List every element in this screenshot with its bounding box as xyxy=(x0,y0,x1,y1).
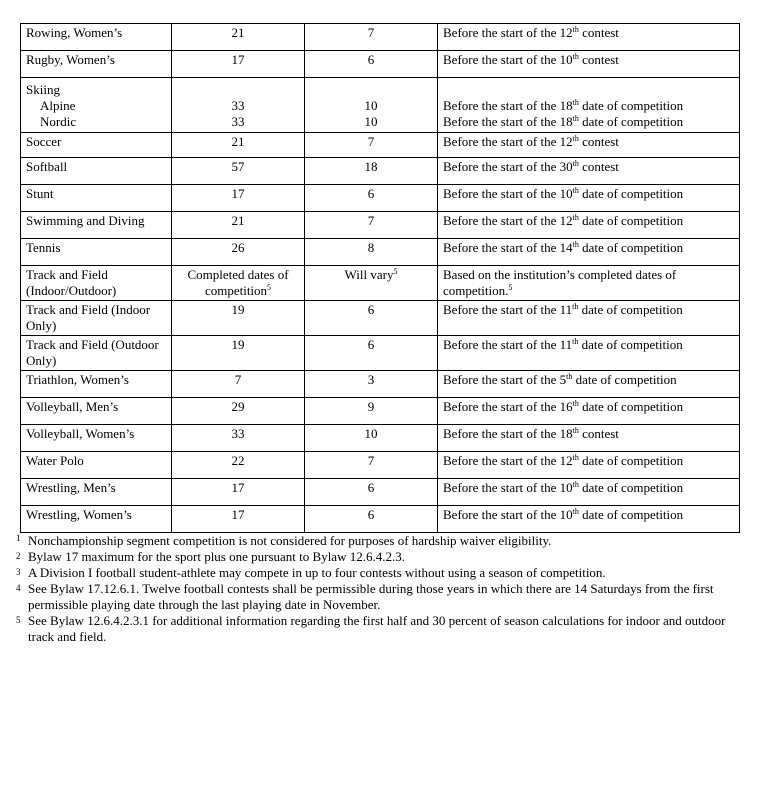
max-contests-cell: 21 xyxy=(172,212,305,239)
table-row xyxy=(21,506,740,533)
max-contests-cell: 17 xyxy=(172,185,305,212)
footnote: 1 Nonchampionship segment competition is not considered for purposes of hardship waiver eligibility. xyxy=(16,533,552,548)
threshold-cell: 18 xyxy=(305,158,438,185)
max-contests-cell: Completed dates of competition$^5$ xyxy=(172,266,305,301)
max-contests-cell: 29 xyxy=(172,398,305,425)
sport-cell: Wrestling, Men’s xyxy=(21,479,172,506)
timing-cell: Before the start of the 10th date of competition xyxy=(438,506,740,533)
sport-cell: Rowing, Women’s xyxy=(21,24,172,51)
max-contests-cell: 33 xyxy=(172,425,305,452)
timing-cell: Before the start of the 12th contest xyxy=(438,24,740,51)
threshold-cell: 7 xyxy=(305,24,438,51)
max-contests-cell: 19 xyxy=(172,301,305,336)
threshold-cell: 6 xyxy=(305,185,438,212)
threshold-cell: 6 xyxy=(305,506,438,533)
threshold-cell: 10 10 xyxy=(305,78,438,133)
threshold-cell: 7 xyxy=(305,212,438,239)
table-row xyxy=(21,51,740,78)
threshold-cell: Will vary$^5$ xyxy=(305,266,438,301)
threshold-cell: 10 xyxy=(305,425,438,452)
table-row-track-field xyxy=(21,266,740,301)
season-table-body xyxy=(21,24,740,533)
max-contests-cell: 17 xyxy=(172,51,305,78)
threshold-cell: 9 xyxy=(305,398,438,425)
timing-cell: Before the start of the 10th contest xyxy=(438,51,740,78)
sport-cell: Stunt xyxy=(21,185,172,212)
footnote: 5 See Bylaw 12.6.4.2.3.1 for additional information regarding the first half and 30 percent of season calculations for indoor and outdoor track and field. xyxy=(16,613,726,644)
sport-cell: Triathlon, Women’s xyxy=(21,371,172,398)
timing-cell: Based on the institution’s completed dates of competition.$^5$ xyxy=(438,266,740,301)
max-contests-cell: 21 xyxy=(172,24,305,51)
table-row xyxy=(21,239,740,266)
table-row-track-outdoor xyxy=(21,336,740,371)
threshold-cell: 6 xyxy=(305,336,438,371)
timing-cell: Before the start of the 11th date of competition xyxy=(438,336,740,371)
threshold-cell: 7 xyxy=(305,133,438,158)
table-row xyxy=(21,371,740,398)
timing-cell: Before the start of the 18th contest xyxy=(438,425,740,452)
timing-cell: Before the start of the 18th date of competition Before the start of the 18th date of competition xyxy=(438,78,740,133)
sport-cell: Volleyball, Women’s xyxy=(21,425,172,452)
sport-cell: Track and Field (Indoor Only) xyxy=(21,301,172,336)
max-contests-cell: 7 xyxy=(172,371,305,398)
sport-cell: Soccer xyxy=(21,133,172,158)
sport-cell: Wrestling, Women’s xyxy=(21,506,172,533)
sport-cell: Volleyball, Men’s xyxy=(21,398,172,425)
table-row xyxy=(21,452,740,479)
sport-cell: Swimming and Diving xyxy=(21,212,172,239)
max-contests-cell: 17 xyxy=(172,506,305,533)
table-row xyxy=(21,479,740,506)
table-row xyxy=(21,212,740,239)
document xyxy=(16,23,739,645)
timing-cell: Before the start of the 10th date of competition xyxy=(438,185,740,212)
table-row xyxy=(21,185,740,212)
sport-cell: Water Polo xyxy=(21,452,172,479)
timing-cell: Before the start of the 11th date of competition xyxy=(438,301,740,336)
sport-cell: Tennis xyxy=(21,239,172,266)
threshold-cell: 3 xyxy=(305,371,438,398)
table-row-track-indoor xyxy=(21,301,740,336)
threshold-cell: 6 xyxy=(305,51,438,78)
table-row-skiing xyxy=(21,78,740,133)
timing-cell: Before the start of the 16th date of competition xyxy=(438,398,740,425)
timing-cell: Before the start of the 12th date of competition xyxy=(438,212,740,239)
season-table xyxy=(20,23,740,533)
threshold-cell: 6 xyxy=(305,479,438,506)
timing-cell: Before the start of the 14th date of competition xyxy=(438,239,740,266)
sport-cell: Track and Field (Indoor/Outdoor) xyxy=(21,266,172,301)
timing-cell: Before the start of the 5th date of competition xyxy=(438,371,740,398)
threshold-cell: 7 xyxy=(305,452,438,479)
max-contests-cell: 33 33 xyxy=(172,78,305,133)
max-contests-cell: 26 xyxy=(172,239,305,266)
sport-cell: Rugby, Women’s xyxy=(21,51,172,78)
timing-cell: Before the start of the 12th date of competition xyxy=(438,452,740,479)
max-contests-cell: 19 xyxy=(172,336,305,371)
sport-cell: Track and Field (Outdoor Only) xyxy=(21,336,172,371)
max-contests-cell: 57 xyxy=(172,158,305,185)
max-contests-cell: 22 xyxy=(172,452,305,479)
timing-cell: Before the start of the 30th contest xyxy=(438,158,740,185)
table-row xyxy=(21,133,740,158)
footnote: 2 Bylaw 17 maximum for the sport plus one pursuant to Bylaw 12.6.4.2.3. xyxy=(16,549,405,564)
sport-cell: Skiing Alpine Nordic xyxy=(21,78,172,133)
table-row xyxy=(21,24,740,51)
table-row xyxy=(21,158,740,185)
threshold-cell: 8 xyxy=(305,239,438,266)
max-contests-cell: 17 xyxy=(172,479,305,506)
footnote: 3 A Division I football student-athlete may compete in up to four contests without using a season of competition. xyxy=(16,565,606,580)
footnote: 4 See Bylaw 17.12.6.1. Twelve football contests shall be permissible during those years in which there are 14 Saturdays from the first permissible playing date through the last playing date in November. xyxy=(16,581,714,612)
max-contests-cell: 21 xyxy=(172,133,305,158)
table-row xyxy=(21,425,740,452)
threshold-cell: 6 xyxy=(305,301,438,336)
sport-cell: Softball xyxy=(21,158,172,185)
timing-cell: Before the start of the 10th date of competition xyxy=(438,479,740,506)
table-row xyxy=(21,398,740,425)
footnotes xyxy=(16,533,739,645)
timing-cell: Before the start of the 12th contest xyxy=(438,133,740,158)
